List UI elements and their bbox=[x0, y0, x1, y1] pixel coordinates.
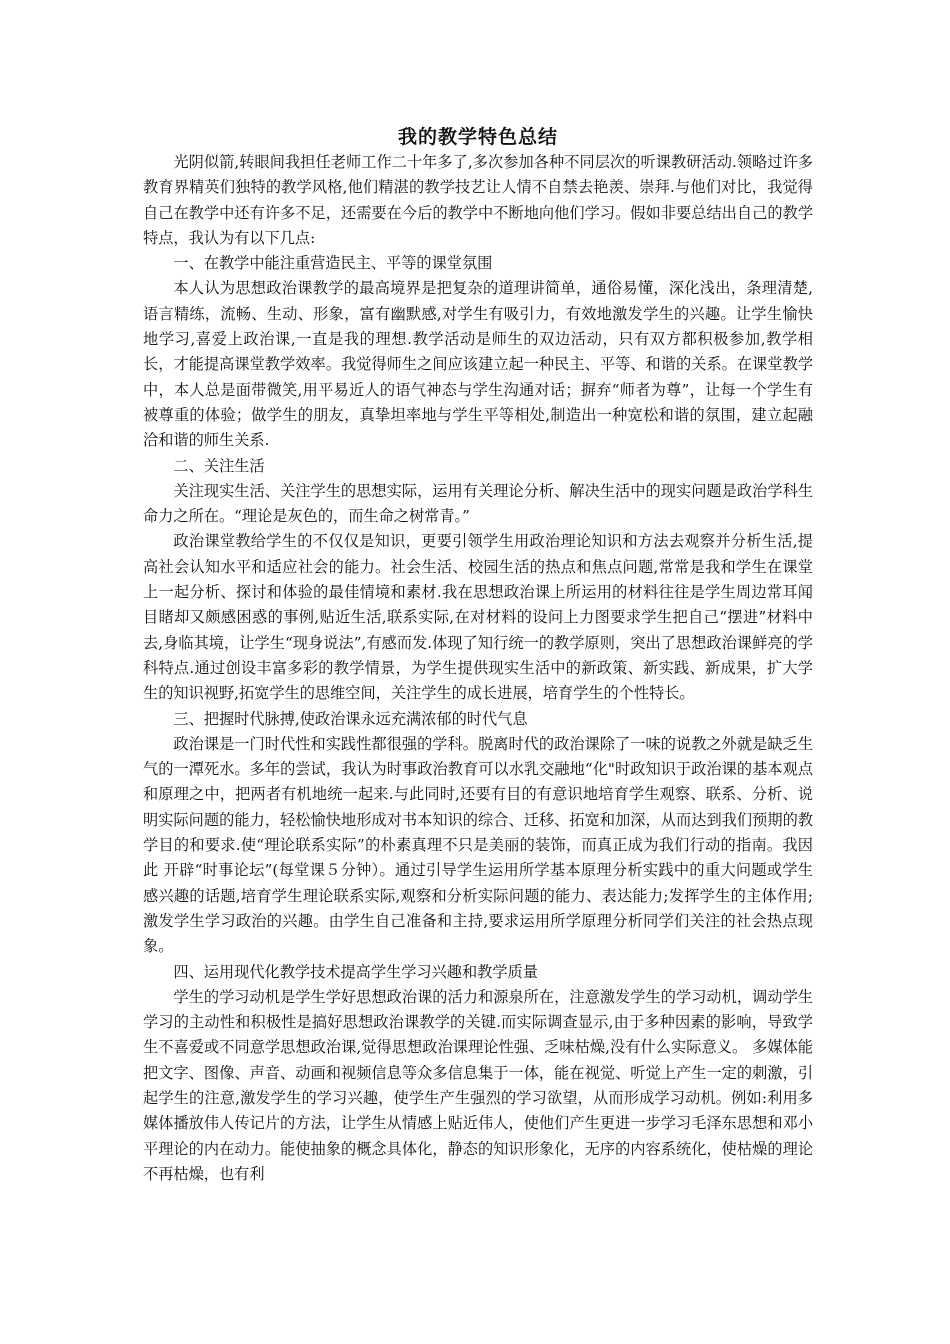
section-4-paragraph-1: 学生的学习动机是学生学好思想政治课的活力和源泉所在，注意激发学生的学习动机，调动学生学习的主动性和积极性是搞好思想政治课教学的关键.而实际调查显示,由于多种因素的影响，导致学生不喜爱或不同意学思想政治课,觉得思想政治课理论性强、乏味枯燥,没有什么实际意义。 多媒体能把文字、图像、声音、动画和视频信息等众多信息集于一体，能在视觉、听觉上产生一定的刺激，引起学生的注意,激发学生的学习兴趣，使学生产生强烈的学习欲望，从而形成学习动机。例如:利用多媒体播放伟人传记片的方法，让学生从情感上贴近伟人，使他们产生更进一步学习毛泽东思想和邓小平理论的内在动力。能使抽象的概念具体化，静态的知识形象化，无序的内容系统化，使枯燥的理论不再枯燥，也有利 bbox=[143, 987, 813, 1183]
page-title: 我的教学特色总结 bbox=[397, 126, 558, 148]
section-2-paragraph-2: 政治课堂教给学生的不仅仅是知识，更要引领学生用政治理论知识和方法去观察并分析生活,提高社会认知水平和适应社会的能力。社会生活、校园生活的热点和焦点问题,常常是我和学生在课堂上一起分析、探讨和体验的最佳情境和素材.我在思想政治课上所运用的材料往往是学生周边常耳闻目睹却又颇感困惑的事例,贴近生活,联系实际,在对材料的设问上力图要求学生把自己“摆进”材料中去,身临其境，让学生“现身说法”,有感而发.体现了知行统一的教学原则，突出了思想政治课鲜亮的学科特点.通过创设丰富多彩的教学情景，为学生提供现实生活中的新政策、新实践、新成果，扩大学生的知识视野,拓宽学生的思维空间，关注学生的成长进展，培育学生的个性特长。 bbox=[143, 532, 813, 703]
section-1-paragraph-1: 本人认为思想政治课教学的最高境界是把复杂的道理讲简单，通俗易懂，深化浅出，条理清楚,语言精练，流畅、生动、形象，富有幽默感,对学生有吸引力，有效地激发学生的兴趣。让学生愉快地学习,喜爱上政治课,一直是我的理想.教学活动是师生的双边活动，只有双方都积极参加,教学相长，才能提高课堂教学效率。我觉得师生之间应该建立起一种民主、平等、和谐的关系。在课堂教学中，本人总是面带微笑,用平易近人的语气神态与学生沟通对话；摒弃“师者为尊”，让每一个学生有被尊重的体验；做学生的朋友，真挚坦率地与学生平等相处,制造出一种宽松和谐的氛围，建立起融洽和谐的师生关系. bbox=[143, 279, 813, 450]
section-heading-4: 四、运用现代化教学技术提高学生学习兴趣和教学质量 bbox=[173, 962, 538, 981]
section-heading-2: 二、关注生活 bbox=[173, 456, 265, 475]
section-heading-1: 一、在教学中能注重营造民主、平等的课堂氛围 bbox=[173, 254, 493, 273]
document-page bbox=[143, 124, 813, 1187]
intro-paragraph: 光阴似箭,转眼间我担任老师工作二十年多了,多次参加各种不同层次的听课教研活动.领略过许多教育界精英们独特的教学风格,他们精湛的教学技艺让人情不自禁去艳羡、崇拜.与他们对比，我觉得自己在教学中还有许多不足，还需要在今后的教学中不断地向他们学习。假如非要总结出自己的教学特点，我认为有以下几点: bbox=[143, 153, 813, 247]
section-3-paragraph-1: 政治课是一门时代性和实践性都很强的学科。脱离时代的政治课除了一味的说教之外就是缺乏生气的一潭死水。多年的尝试，我认为时事政治教育可以水乳交融地“化"时政知识于政治课的基本观点和原理之中，把两者有机地统一起来.与此同时,还要有目的有意识地培育学生观察、联系、分析、说明实际问题的能力，轻松愉快地形成对书本知识的综合、迁移、拓宽和加深，从而达到我们预期的教学目的和要求.使“理论联系实际”的朴素真理不只是美丽的装饰，而真正成为我们行动的指南。我因此 开辟“时事论坛”(每堂课５分钟）。通过引导学生运用所学基本原理分析实践中的重大问题或学生感兴趣的话题,培育学生理论联系实际,观察和分析实际问题的能力、表达能力;发挥学生的主体作用;激发学生学习政治的兴趣。由学生自己准备和主持,要求运用所学原理分析同学们关注的社会热点现象。 bbox=[143, 734, 813, 956]
section-heading-3: 三、把握时代脉搏,使政治课永远充满浓郁的时代气息 bbox=[173, 709, 528, 728]
section-2-paragraph-1: 关注现实生活、关注学生的思想实际，运用有关理论分析、解决生活中的现实问题是政治学科生命力之所在。“理论是灰色的，而生命之树常青。” bbox=[143, 481, 813, 526]
